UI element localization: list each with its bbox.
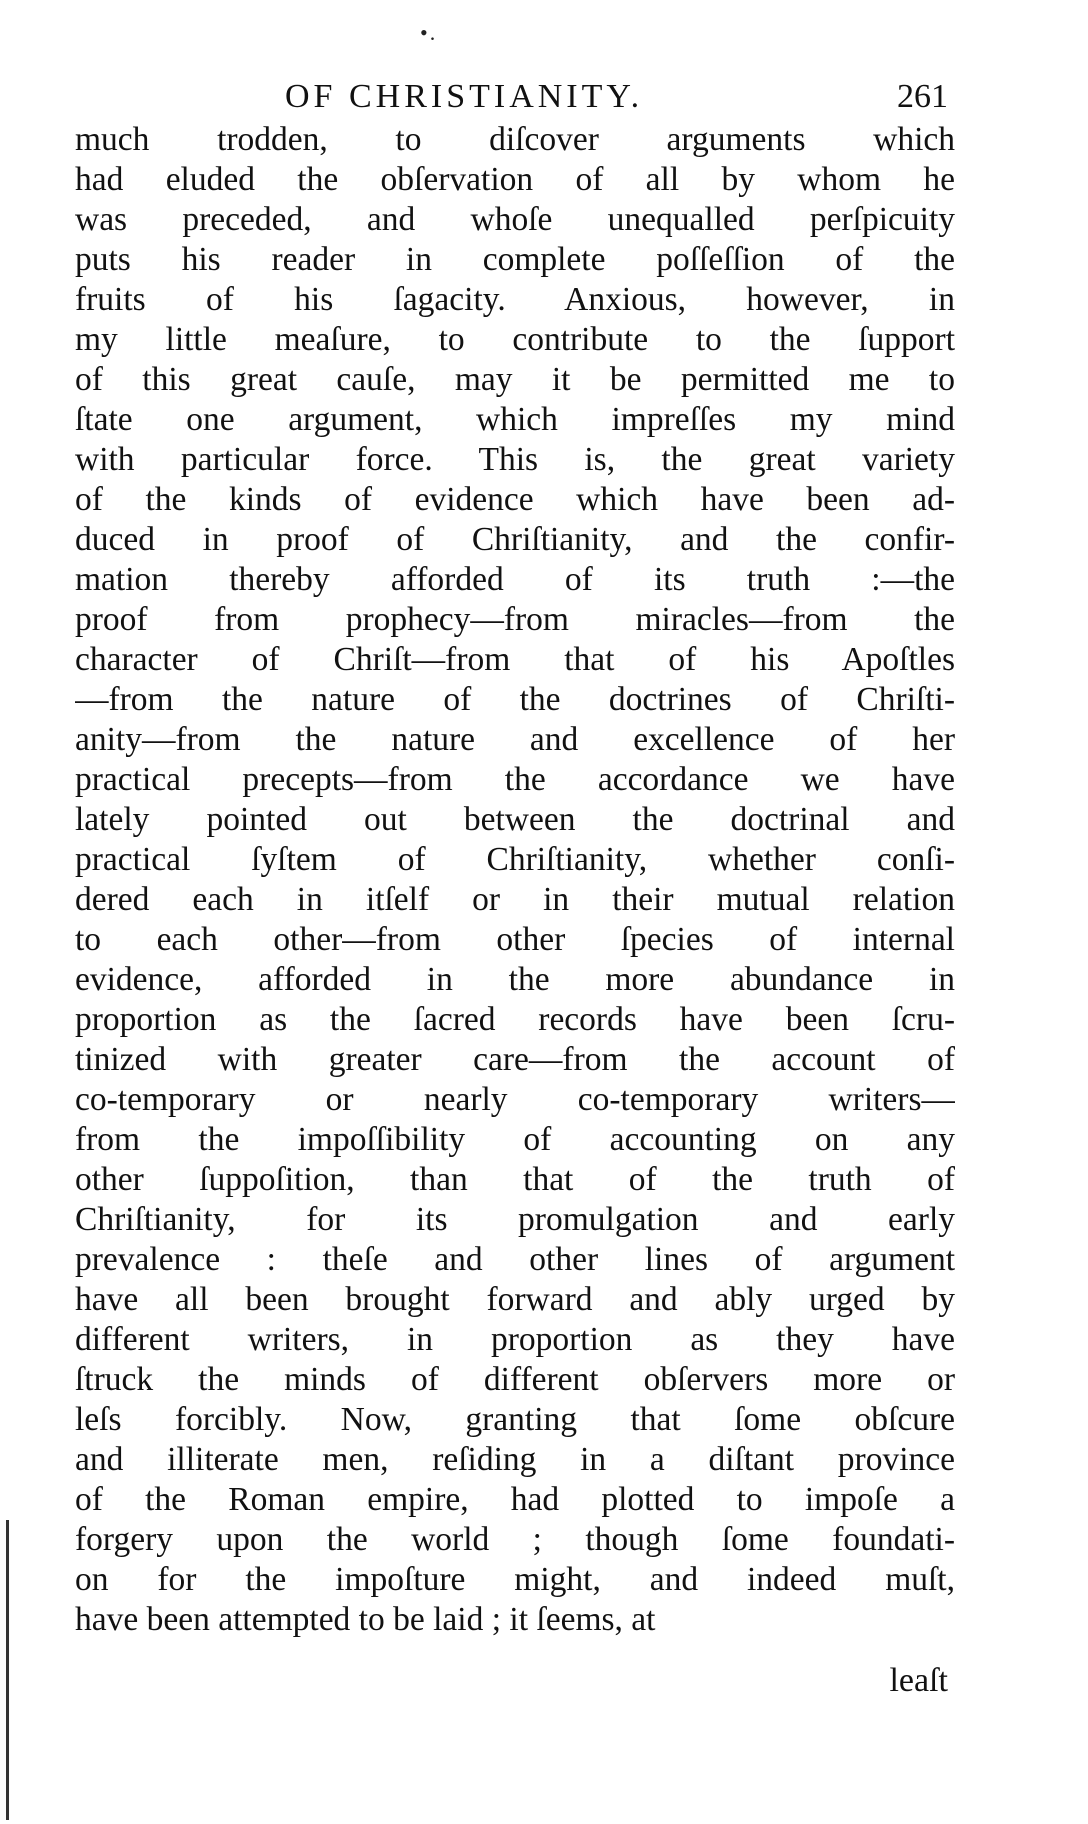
text-line: different writers, in proportion as they have	[75, 1321, 955, 1358]
text-line: to each other—from other ſpecies of internal	[75, 921, 955, 958]
text-line: mation thereby afforded of its truth :—the	[75, 561, 955, 598]
text-line: with particular force. This is, the great variety	[75, 441, 955, 478]
text-line: co-temporary or nearly co-temporary writers—	[75, 1081, 955, 1118]
page-number: 261	[897, 78, 948, 115]
catchword: leaſt	[889, 1662, 948, 1699]
text-line: other ſuppoſition, than that of the truth of	[75, 1161, 955, 1198]
body-text	[75, 120, 955, 1640]
text-line: on for the impoſture might, and indeed muſt,	[75, 1561, 955, 1598]
text-line: fruits of his ſagacity. Anxious, however, in	[75, 281, 955, 318]
text-line: was preceded, and whoſe unequalled perſpicuity	[75, 201, 955, 238]
text-line: ſtate one argument, which impreſſes my mind	[75, 401, 955, 438]
text-line: ſtruck the minds of different obſervers more or	[75, 1361, 955, 1398]
text-line: of this great cauſe, may it be permitted me to	[75, 361, 955, 398]
text-line: dered each in itſelf or in their mutual relation	[75, 881, 955, 918]
text-line: practical precepts—from the accordance we have	[75, 761, 955, 798]
text-line: of the Roman empire, had plotted to impoſe a	[75, 1481, 955, 1518]
text-line: had eluded the obſervation of all by whom he	[75, 161, 955, 198]
text-line: prevalence : theſe and other lines of argument	[75, 1241, 955, 1278]
text-line: my little meaſure, to contribute to the ſupport	[75, 321, 955, 358]
text-line: practical ſyſtem of Chriſtianity, whether conſi-	[75, 841, 955, 878]
text-line: have been attempted to be laid ; it ſeems, at	[75, 1601, 656, 1638]
text-line: and illiterate men, reſiding in a diſtant province	[75, 1441, 955, 1478]
text-line: tinized with greater care—from the account of	[75, 1041, 955, 1078]
text-line: of the kinds of evidence which have been ad-	[75, 481, 955, 518]
text-line: duced in proof of Chriſtianity, and the confir-	[75, 521, 955, 558]
text-line: anity—from the nature and excellence of her	[75, 721, 955, 758]
text-line: lately pointed out between the doctrinal and	[75, 801, 955, 838]
running-head	[75, 78, 948, 118]
text-line: have all been brought forward and ably urged by	[75, 1281, 955, 1318]
running-title: OF CHRISTIANITY.	[285, 78, 644, 115]
text-line: proportion as the ſacred records have been ſcru-	[75, 1001, 955, 1038]
text-line: much trodden, to diſcover arguments which	[75, 121, 955, 158]
text-line: forgery upon the world ; though ſome foundati-	[75, 1521, 955, 1558]
text-line: proof from prophecy—from miracles—from the	[75, 601, 955, 638]
text-line: character of Chriſt—from that of his Apoſtles	[75, 641, 955, 678]
text-line: —from the nature of the doctrines of Chriſti-	[75, 681, 955, 718]
text-line: evidence, afforded in the more abundance in	[75, 961, 955, 998]
margin-rule	[6, 1520, 9, 1820]
text-line: leſs forcibly. Now, granting that ſome obſcure	[75, 1401, 955, 1438]
text-line: puts his reader in complete poſſeſſion of the	[75, 241, 955, 278]
text-line: Chriſtianity, for its promulgation and early	[75, 1201, 955, 1238]
text-line: from the impoſſibility of accounting on any	[75, 1121, 955, 1158]
top-printer-mark: •.	[420, 20, 438, 45]
